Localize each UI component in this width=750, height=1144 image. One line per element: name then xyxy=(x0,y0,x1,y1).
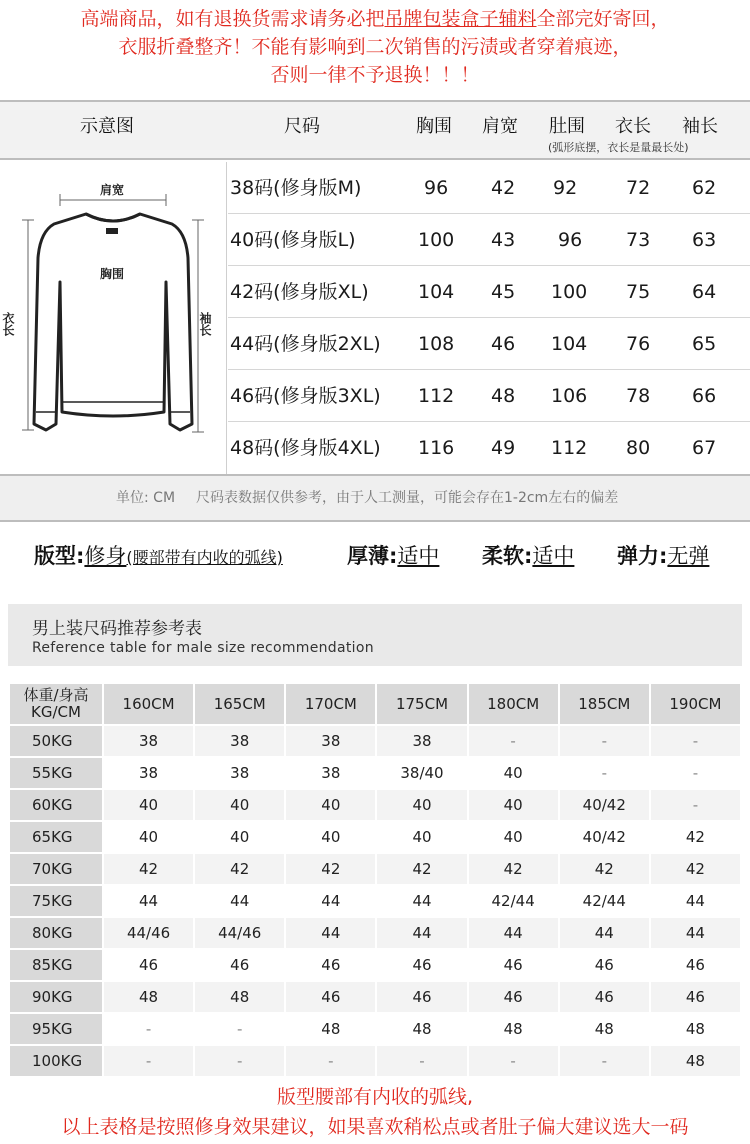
sleeve-value: 63 xyxy=(692,229,717,251)
sleeve-value: 65 xyxy=(692,333,717,355)
header-diagram: 示意图 xyxy=(80,116,134,137)
diagram-label-sleeve: 袖长 xyxy=(198,312,212,336)
weight-row xyxy=(10,950,740,980)
chest-value: 108 xyxy=(418,333,455,355)
notice-underlined-items: 吊牌包装盒子辅料 xyxy=(384,8,537,30)
recommended-size-cell: - xyxy=(104,1046,193,1076)
size-label: 42码(修身版XL) xyxy=(230,281,369,303)
recommended-size-cell: 46 xyxy=(560,950,649,980)
height-header: 175CM xyxy=(377,684,466,724)
belly-value: 92 xyxy=(553,177,578,199)
belly-value: 100 xyxy=(551,281,588,303)
size-row xyxy=(228,162,750,214)
weight-label: 60KG xyxy=(10,790,102,820)
recommended-size-cell: 42 xyxy=(651,822,740,852)
recommended-size-cell: - xyxy=(560,1046,649,1076)
recommended-size-cell: 48 xyxy=(651,1014,740,1044)
sleeve-value: 66 xyxy=(692,385,717,407)
recommended-size-cell: 46 xyxy=(377,982,466,1012)
recommended-size-cell: - xyxy=(377,1046,466,1076)
recommended-size-cell: - xyxy=(195,1014,284,1044)
height-header: 160CM xyxy=(104,684,193,724)
size-label: 38码(修身版M) xyxy=(230,177,362,199)
recommended-size-cell: - xyxy=(651,726,740,756)
height-header: 165CM xyxy=(195,684,284,724)
recommended-size-cell: 46 xyxy=(469,950,558,980)
height-header: 190CM xyxy=(651,684,740,724)
recommended-size-cell: 46 xyxy=(469,982,558,1012)
header-chest: 胸围 xyxy=(416,116,452,137)
recommended-size-cell: 44 xyxy=(560,918,649,948)
recommended-size-cell: 44 xyxy=(469,918,558,948)
footer-line-1: 版型腰部有内收的弧线, xyxy=(276,1086,474,1108)
recommendation-title-bar xyxy=(8,604,742,666)
recommended-size-cell: - xyxy=(286,1046,375,1076)
attr-softness-value: 适中 xyxy=(532,544,575,568)
recommended-size-cell: - xyxy=(651,790,740,820)
recommended-size-cell: 42 xyxy=(104,854,193,884)
recommended-size-cell: 38 xyxy=(286,758,375,788)
diagram-label-length: 衣长 xyxy=(1,312,15,336)
recommended-size-cell: 40 xyxy=(104,822,193,852)
notice-line-3: 否则一律不予退换！！！ xyxy=(270,64,480,86)
recommended-size-cell: 48 xyxy=(195,982,284,1012)
recommended-size-cell: 42/44 xyxy=(469,886,558,916)
length-value: 80 xyxy=(626,437,651,459)
recommended-size-cell: 38 xyxy=(377,726,466,756)
disclaimer-text: 尺码表数据仅供参考，由于人工测量，可能会存在1-2cm左右的偏差 xyxy=(196,490,619,506)
recommended-size-cell: 44 xyxy=(651,886,740,916)
size-chart xyxy=(0,100,750,522)
attr-softness: 柔软:适中 xyxy=(482,544,575,568)
header-sleeve: 袖长 xyxy=(682,116,718,137)
sweater-outline-icon xyxy=(0,162,226,474)
fit-advice-footer xyxy=(0,1082,750,1142)
header-shoulder: 肩宽 xyxy=(482,116,518,137)
recommended-size-cell: 42 xyxy=(286,854,375,884)
recommended-size-cell: 40 xyxy=(377,822,466,852)
recommended-size-cell: 48 xyxy=(560,1014,649,1044)
recommended-size-cell: 46 xyxy=(286,950,375,980)
belly-value: 106 xyxy=(551,385,588,407)
unit-label: 单位: CM xyxy=(116,490,176,506)
recommended-size-cell: 42 xyxy=(469,854,558,884)
size-row xyxy=(228,318,750,370)
size-label: 48码(修身版4XL) xyxy=(230,437,381,459)
attr-fit-note: (腰部带有内收的弧线) xyxy=(126,548,283,567)
recommended-size-cell: 44 xyxy=(286,918,375,948)
fabric-attributes xyxy=(0,522,750,588)
belly-value: 104 xyxy=(551,333,588,355)
sleeve-value: 67 xyxy=(692,437,717,459)
length-value: 76 xyxy=(626,333,651,355)
recommended-size-cell: 38 xyxy=(104,758,193,788)
shoulder-value: 48 xyxy=(491,385,516,407)
diagram-divider xyxy=(226,162,227,474)
recommended-size-cell: 46 xyxy=(651,982,740,1012)
length-value: 75 xyxy=(626,281,651,303)
recommended-size-cell: - xyxy=(560,726,649,756)
recommended-size-cell: 42 xyxy=(377,854,466,884)
recommended-size-cell: 48 xyxy=(651,1046,740,1076)
recommended-size-cell: 38 xyxy=(286,726,375,756)
notice-line-1: 高端商品，如有退换货需求请务必把吊牌包装盒子辅料全部完好寄回， xyxy=(80,8,670,30)
shoulder-value: 43 xyxy=(491,229,516,251)
weight-row xyxy=(10,790,740,820)
recommended-size-cell: - xyxy=(469,1046,558,1076)
shoulder-value: 42 xyxy=(491,177,516,199)
weight-label: 95KG xyxy=(10,1014,102,1044)
recommended-size-cell: 48 xyxy=(104,982,193,1012)
recommended-size-cell: 40/42 xyxy=(560,822,649,852)
weight-label: 50KG xyxy=(10,726,102,756)
attr-elasticity-value: 无弹 xyxy=(667,544,710,568)
recommended-size-cell: - xyxy=(104,1014,193,1044)
height-header: 185CM xyxy=(560,684,649,724)
size-label: 46码(修身版3XL) xyxy=(230,385,381,407)
recommended-size-cell: - xyxy=(195,1046,284,1076)
size-chart-header xyxy=(0,100,750,160)
recommended-size-cell: 42 xyxy=(195,854,284,884)
recommended-size-cell: 40 xyxy=(286,822,375,852)
weight-row xyxy=(10,918,740,948)
length-value: 78 xyxy=(626,385,651,407)
diagram-label-shoulder: 肩宽 xyxy=(100,183,125,197)
recommended-size-cell: 38 xyxy=(195,726,284,756)
weight-label: 55KG xyxy=(10,758,102,788)
attr-thickness-value: 适中 xyxy=(397,544,440,568)
footer-line-2: 以上表格是按照修身效果建议，如果喜欢稍松点或者肚子偏大建议选大一码 xyxy=(61,1116,689,1138)
recommended-size-cell: 46 xyxy=(286,982,375,1012)
attr-elasticity: 弹力:无弹 xyxy=(617,544,710,568)
height-header: 170CM xyxy=(286,684,375,724)
weight-label: 75KG xyxy=(10,886,102,916)
size-row xyxy=(228,214,750,266)
chest-value: 112 xyxy=(418,385,455,407)
shoulder-value: 46 xyxy=(491,333,516,355)
recommended-size-cell: 40 xyxy=(469,822,558,852)
weight-row xyxy=(10,982,740,1012)
header-size: 尺码 xyxy=(284,116,320,137)
weight-label: 85KG xyxy=(10,950,102,980)
attr-thickness: 厚薄:适中 xyxy=(347,544,440,568)
recommended-size-cell: 40 xyxy=(469,758,558,788)
size-row xyxy=(228,422,750,474)
shoulder-value: 49 xyxy=(491,437,516,459)
recommended-size-cell: 38/40 xyxy=(377,758,466,788)
weight-row xyxy=(10,1046,740,1076)
recommended-size-cell: 46 xyxy=(195,950,284,980)
recommended-size-cell: 38 xyxy=(104,726,193,756)
weight-label: 100KG xyxy=(10,1046,102,1076)
recommendation-title-en: Reference table for male size recommendation xyxy=(32,640,374,656)
diagram-label-chest: 胸围 xyxy=(100,267,125,281)
header-belly: 肚围 xyxy=(549,116,585,137)
recommended-size-cell: 46 xyxy=(104,950,193,980)
shoulder-value: 45 xyxy=(491,281,516,303)
corner-cell: 体重/身高 KG/CM xyxy=(10,684,102,724)
recommended-size-cell: 44 xyxy=(195,886,284,916)
recommended-size-cell: 40 xyxy=(469,790,558,820)
chest-value: 100 xyxy=(418,229,455,251)
weight-row xyxy=(10,758,740,788)
recommended-size-cell: 40 xyxy=(377,790,466,820)
weight-label: 65KG xyxy=(10,822,102,852)
recommendation-title: 男上装尺码推荐参考表 xyxy=(32,619,202,639)
length-value: 72 xyxy=(626,177,651,199)
weight-row xyxy=(10,726,740,756)
weight-row xyxy=(10,854,740,884)
height-header-row xyxy=(10,684,740,724)
weight-label: 70KG xyxy=(10,854,102,884)
recommended-size-cell: 42/44 xyxy=(560,886,649,916)
recommended-size-cell: - xyxy=(469,726,558,756)
recommended-size-cell: 40/42 xyxy=(560,790,649,820)
recommended-size-cell: - xyxy=(560,758,649,788)
size-label: 44码(修身版2XL) xyxy=(230,333,381,355)
size-recommendation-table xyxy=(8,682,742,1078)
recommended-size-cell: 48 xyxy=(469,1014,558,1044)
weight-label: 80KG xyxy=(10,918,102,948)
attr-fit: 版型:修身(腰部带有内收的弧线) xyxy=(34,544,283,568)
recommended-size-cell: 48 xyxy=(377,1014,466,1044)
recommended-size-cell: 44 xyxy=(377,886,466,916)
size-row xyxy=(228,266,750,318)
chest-value: 104 xyxy=(418,281,455,303)
length-value: 73 xyxy=(626,229,651,251)
header-length: 衣长 xyxy=(615,116,651,137)
sleeve-value: 62 xyxy=(692,177,717,199)
recommended-size-cell: 40 xyxy=(195,822,284,852)
measurement-disclaimer xyxy=(0,474,750,522)
recommended-size-cell: - xyxy=(651,758,740,788)
chest-value: 96 xyxy=(424,177,449,199)
return-policy-notice xyxy=(0,0,750,100)
recommended-size-cell: 44 xyxy=(286,886,375,916)
recommended-size-cell: 42 xyxy=(560,854,649,884)
weight-row xyxy=(10,822,740,852)
recommended-size-cell: 44 xyxy=(651,918,740,948)
size-label: 40码(修身版L) xyxy=(230,229,356,251)
weight-row xyxy=(10,1014,740,1044)
recommended-size-cell: 40 xyxy=(104,790,193,820)
header-length-note: (弧形底摆，衣长是量最长处) xyxy=(548,141,689,154)
belly-value: 112 xyxy=(551,437,588,459)
size-row xyxy=(228,370,750,422)
recommended-size-cell: 48 xyxy=(286,1014,375,1044)
recommended-size-cell: 44/46 xyxy=(104,918,193,948)
height-header: 180CM xyxy=(469,684,558,724)
recommended-size-cell: 40 xyxy=(195,790,284,820)
notice-line-2: 衣服折叠整齐！不能有影响到二次销售的污渍或者穿着痕迹， xyxy=(118,36,632,58)
sleeve-value: 64 xyxy=(692,281,717,303)
recommended-size-cell: 38 xyxy=(195,758,284,788)
chest-value: 116 xyxy=(418,437,455,459)
sweater-measurement-diagram xyxy=(0,162,226,474)
recommended-size-cell: 46 xyxy=(377,950,466,980)
recommended-size-cell: 46 xyxy=(560,982,649,1012)
recommended-size-cell: 40 xyxy=(286,790,375,820)
recommended-size-cell: 46 xyxy=(651,950,740,980)
weight-row xyxy=(10,886,740,916)
recommended-size-cell: 42 xyxy=(651,854,740,884)
recommended-size-cell: 44/46 xyxy=(195,918,284,948)
weight-label: 90KG xyxy=(10,982,102,1012)
belly-value: 96 xyxy=(558,229,583,251)
attr-fit-value: 修身 xyxy=(84,544,127,568)
recommended-size-cell: 44 xyxy=(377,918,466,948)
recommended-size-cell: 44 xyxy=(104,886,193,916)
